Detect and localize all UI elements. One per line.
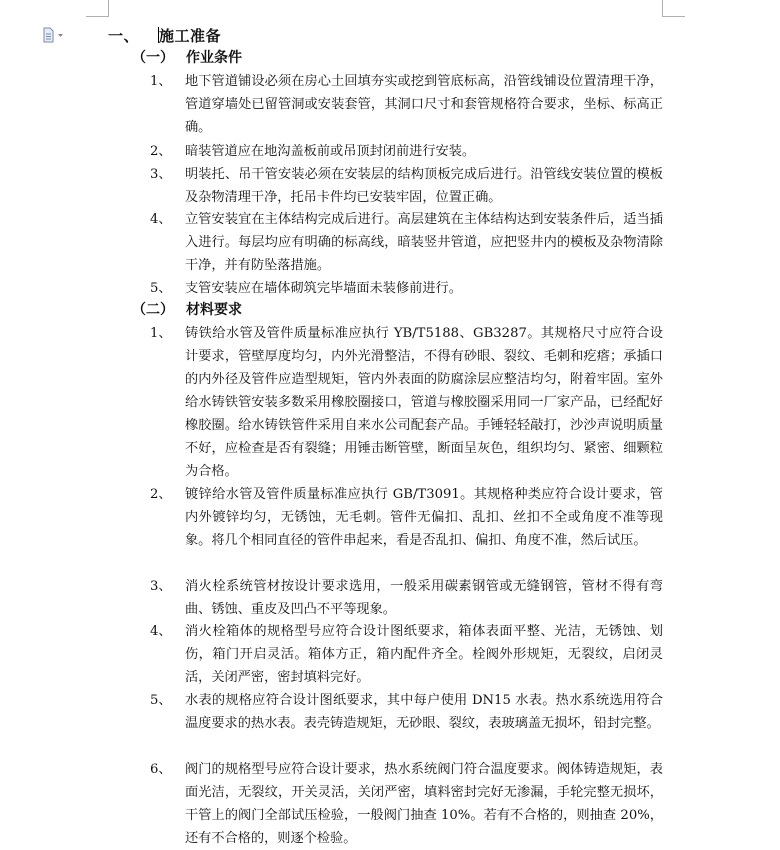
section-2-number: （二） <box>132 302 174 318</box>
section-2-heading <box>132 299 242 321</box>
section-1-title: 作业条件 <box>186 50 242 66</box>
list-item-number: 3、 <box>150 579 172 594</box>
list-item-number: 5、 <box>150 281 172 296</box>
heading-1-number: 一、 <box>108 27 140 45</box>
list-item-number: 4、 <box>150 624 172 639</box>
list-item-number: 1、 <box>150 74 172 89</box>
list-item-number: 2、 <box>150 144 172 159</box>
document-icon[interactable] <box>42 27 68 43</box>
list-item-number: 3、 <box>150 167 172 182</box>
list-item-text: 立管安装宜在主体结构完成后进行。高层建筑在主体结构达到安装条件后，适当插入进行。每层均应有明确的标高线，暗装竖井管道，应把竖井内的模板及杂物清除干净，并有防坠落措施。 <box>185 212 663 273</box>
list-item-text: 地下管道铺设必须在房心土回填夯实或挖到管底标高，沿管线铺设位置清理干净，管道穿墙处已留管洞或安装套管，其洞口尺寸和套管规格符合要求，坐标、标高正确。 <box>185 74 663 135</box>
list-item-text: 铸铁给水管及管件质量标准应执行 YB/T5188、GB3287。其规格尺寸应符合设计要求，管壁厚度均匀，内外光滑整洁，不得有砂眼、裂纹、毛刺和疙瘩；承插口的内外径及管件应造型规矩，管内外表面的防腐涂层应整洁均匀，附着牢固。室外给水铸铁管安装多数采用橡胶圈接口，管道与橡胶圈采用同一厂家产品，已经配好橡胶圈。给水铸铁管件采用自来水公司配套产品。手锤轻轻敲打，沙沙声说明质量不好，应检查是否有裂缝；用锤击断管壁，断面呈灰色，组织均匀、紧密、细颗粒为合格。 <box>185 326 663 479</box>
list-item-text: 消火栓系统管材按设计要求选用，一般采用碳素钢管或无缝钢管，管材不得有弯曲、锈蚀、重皮及凹凸不平等现象。 <box>185 579 663 617</box>
list-item-number: 4、 <box>150 212 172 227</box>
list-item-number: 6、 <box>150 762 172 777</box>
list-item-text: 暗装管道应在地沟盖板前或吊顶封闭前进行安装。 <box>185 144 476 159</box>
page-corner-mark-right <box>662 0 685 17</box>
page-corner-mark-left <box>86 0 109 17</box>
list-item-text: 阀门的规格型号应符合设计要求，热水系统阀门符合温度要求。阀体铸造规矩，表面光洁，无裂纹，开关灵活，关闭严密，填料密封完好无渗漏，手轮完整无损坏，干管上的阀门全部试压检验，一般阀门抽查 10%。若有不合格的，则抽查 20%，还有不合格的，则逐个检验。 <box>185 762 663 846</box>
list-item-text: 消火栓箱体的规格型号应符合设计图纸要求，箱体表面平整、光洁，无锈蚀、划伤，箱门开启灵活。箱体方正，箱内配件齐全。栓阀外形规矩，无裂纹，启闭灵活，关闭严密，密封填料完好。 <box>185 624 663 685</box>
list-item-number: 1、 <box>150 326 172 341</box>
list-item-text: 镀锌给水管及管件质量标准应执行 GB/T3091。其规格种类应符合设计要求，管内外镀锌均匀，无锈蚀，无毛刺。管件无偏扣、乱扣、丝扣不全或角度不准等现象。将几个相同直径的管件串起来，看是否乱扣、偏扣、角度不准，然后试压。 <box>185 487 663 548</box>
list-item-text: 明装托、吊干管安装必须在安装层的结构顶板完成后进行。沿管线安装位置的模板及杂物清理干净，托吊卡件均已安装牢固，位置正确。 <box>185 167 663 205</box>
list-item-number: 5、 <box>150 693 172 708</box>
section-1-number: （一） <box>132 50 174 66</box>
heading-1-title: 施工准备 <box>159 27 222 45</box>
list-item-number: 2、 <box>150 487 172 502</box>
list-item-text: 水表的规格应符合设计图纸要求，其中每户使用 DN15 水表。热水系统选用符合温度要求的热水表。表壳铸造规矩，无砂眼、裂纹，表玻璃盖无损坏，铅封完整。 <box>185 693 663 731</box>
section-1-heading <box>132 47 242 69</box>
list-item-text: 支管安装应在墙体砌筑完毕墙面未装修前进行。 <box>185 281 462 296</box>
section-2-title: 材料要求 <box>186 302 242 318</box>
heading-1 <box>108 25 221 46</box>
